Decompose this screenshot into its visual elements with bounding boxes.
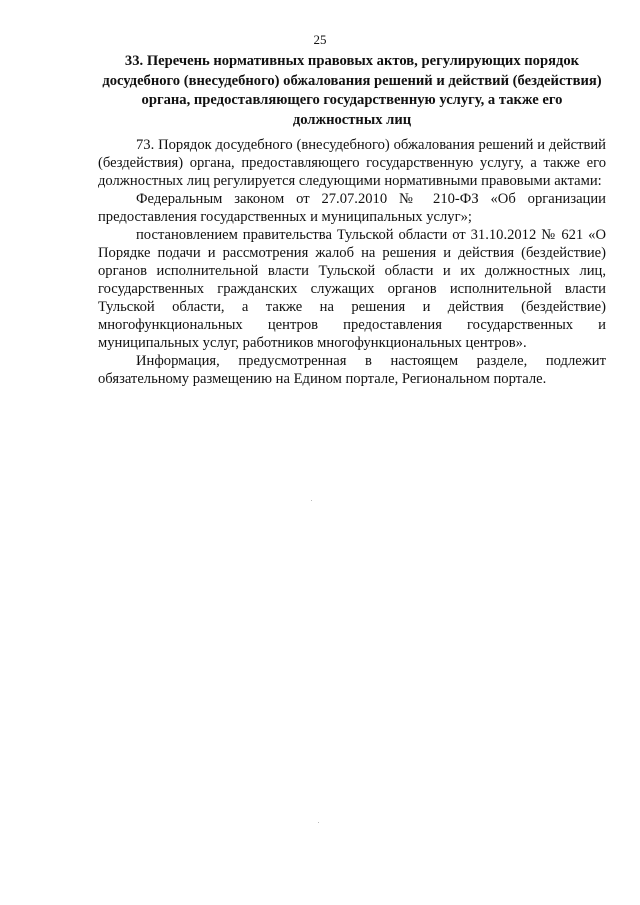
section-heading: 33. Перечень нормативных правовых актов, регулирующих порядок досудебного (внесудебного) обжалования решений и действий (бездействия) органа, предоставляющего государственную услугу, а также его должностных лиц (102, 53, 602, 128)
paragraph-intro: 73. Порядок досудебного (внесудебного) обжалования решений и действий (бездействия) органа, предоставляющего государственную услугу, а также его должностных лиц регулируется следующими нормативными правовыми актами: (98, 137, 606, 189)
scan-speck (318, 822, 319, 823)
page-number: 25 (313, 32, 327, 47)
scan-speck (311, 500, 312, 501)
paragraph-regional-decree: постановлением правительства Тульской области от 31.10.2012 № 621 «О Порядке подачи и рассмотрения жалоб на решения и действия (бездействие) органов исполнительной власти Тульской области и их должностных лиц, государственных гражданских служащих органов исполнительной власти Тульской области, а также на решения и действия (бездействие) многофункциональных центров предоставления государственных и муниципальных услуг, работников многофункциональных центров». (98, 227, 606, 351)
paragraph-federal-law: Федеральным законом от 27.07.2010 № 210-ФЗ «Об организации предоставления государственных и муниципальных услуг»; (98, 191, 606, 225)
body-text (98, 136, 606, 388)
paragraph-publication: Информация, предусмотренная в настоящем разделе, подлежит обязательному размещению на Едином портале, Региональном портале. (98, 353, 606, 387)
